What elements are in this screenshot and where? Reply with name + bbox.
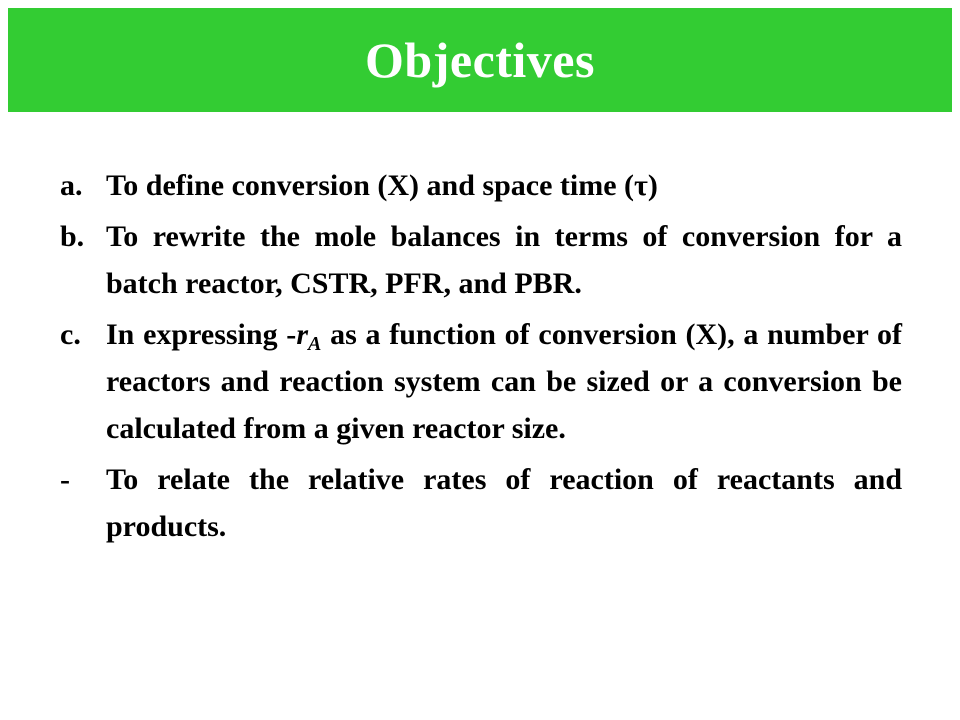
list-marker-b: b. <box>60 220 85 253</box>
title-banner <box>8 8 952 112</box>
objectives-list <box>60 162 902 550</box>
objective-item-dash <box>60 456 902 550</box>
list-marker-dash: - <box>60 463 70 496</box>
slide-title: Objectives <box>365 32 595 88</box>
rate-subscript: A <box>308 333 322 355</box>
objective-text-dash: To relate the relative rates of reaction of reactants and products. <box>106 463 902 543</box>
list-marker-a: a. <box>60 169 83 202</box>
objective-text-c-end: as a function of conversion (X), a number of reactors and reaction system can be sized or a conversion be calculated from a given reactor size. <box>106 318 902 445</box>
list-marker-c: c. <box>60 318 81 351</box>
objective-text-c-start: In expressing - <box>106 318 297 351</box>
objective-text-a: To define conversion (X) and space time (τ) <box>106 169 658 202</box>
objective-item-c <box>60 311 902 452</box>
objective-text-b: To rewrite the mole balances in terms of conversion for a batch reactor, CSTR, PFR, and PBR. <box>106 220 902 300</box>
objective-item-b <box>60 213 902 307</box>
rate-symbol: r <box>296 318 308 351</box>
objective-item-a <box>60 162 902 209</box>
objective-text-c <box>106 311 902 452</box>
